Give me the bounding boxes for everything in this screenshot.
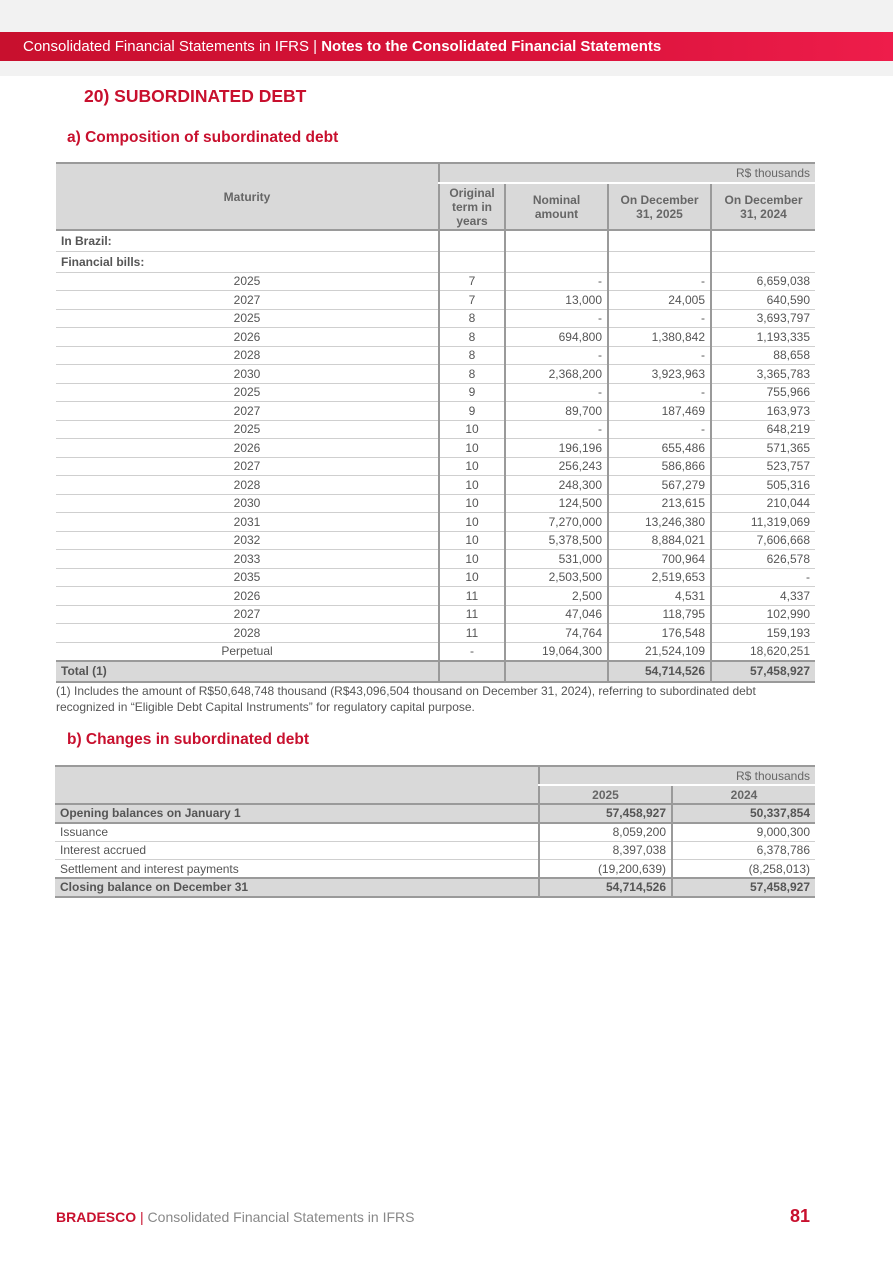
footer-text: Consolidated Financial Statements in IFRS	[147, 1209, 415, 1225]
table-row	[56, 346, 815, 365]
note-title: 20) SUBORDINATED DEBT	[84, 86, 307, 106]
group-in-brazil-label: In Brazil:	[56, 230, 439, 251]
cell-term: 10	[439, 494, 505, 513]
cell-dec2024: 210,044	[711, 494, 815, 513]
cell-dec2025: 13,246,380	[608, 513, 711, 532]
header-banner	[0, 32, 893, 61]
cell-dec2025: 118,795	[608, 605, 711, 624]
cell-term: 10	[439, 420, 505, 439]
group-in-brazil	[56, 230, 815, 251]
cell-term: 10	[439, 531, 505, 550]
cell-nominal: 694,800	[505, 328, 608, 347]
table-row	[56, 531, 815, 550]
table-row	[56, 605, 815, 624]
changes-2025: 54,714,526	[539, 878, 672, 897]
cell-nominal: -	[505, 420, 608, 439]
changes-row	[55, 878, 815, 897]
cell-term: -	[439, 642, 505, 661]
table-row	[56, 642, 815, 661]
table-row	[56, 568, 815, 587]
col-maturity-header: Maturity	[56, 163, 439, 230]
cell-dec2024: 7,606,668	[711, 531, 815, 550]
changes-2024: (8,258,013)	[672, 860, 815, 879]
cell-dec2025: 586,866	[608, 457, 711, 476]
cell-nominal: 2,500	[505, 587, 608, 606]
table-row	[56, 420, 815, 439]
cell-dec2025: 24,005	[608, 291, 711, 310]
cell-dec2024: 159,193	[711, 624, 815, 643]
cell-maturity: 2030	[56, 494, 439, 513]
cell-nominal: 2,368,200	[505, 365, 608, 384]
cell-nominal: 124,500	[505, 494, 608, 513]
page-number: 81	[790, 1206, 811, 1226]
table-row	[56, 383, 815, 402]
subordinated-debt-table	[56, 162, 815, 683]
cell-dec2024: 6,659,038	[711, 272, 815, 291]
unit-label: R$ thousands	[439, 163, 815, 183]
cell-dec2025: 700,964	[608, 550, 711, 569]
empty-cell	[439, 661, 505, 682]
cell-term: 8	[439, 328, 505, 347]
total-label: Total (1)	[56, 661, 439, 682]
cell-dec2025: 213,615	[608, 494, 711, 513]
cell-nominal: 196,196	[505, 439, 608, 458]
cell-dec2024: 3,693,797	[711, 309, 815, 328]
cell-term: 11	[439, 605, 505, 624]
cell-dec2024: 88,658	[711, 346, 815, 365]
cell-dec2024: 102,990	[711, 605, 815, 624]
cell-dec2024: 1,193,335	[711, 328, 815, 347]
cell-maturity: 2025	[56, 272, 439, 291]
changes-2025: 57,458,927	[539, 804, 672, 823]
cell-maturity: 2033	[56, 550, 439, 569]
cell-maturity: 2028	[56, 346, 439, 365]
cell-term: 10	[439, 476, 505, 495]
cell-maturity: 2025	[56, 309, 439, 328]
changes-label: Closing balance on December 31	[55, 878, 539, 897]
footer	[56, 1209, 414, 1225]
cell-maturity: 2025	[56, 383, 439, 402]
cell-dec2025: -	[608, 346, 711, 365]
total-dec2025: 54,714,526	[608, 661, 711, 682]
changes-row	[55, 841, 815, 860]
empty-cell	[711, 230, 815, 251]
cell-term: 9	[439, 402, 505, 421]
table-row	[56, 402, 815, 421]
cell-maturity: 2030	[56, 365, 439, 384]
empty-cell	[711, 251, 815, 272]
cell-dec2025: 187,469	[608, 402, 711, 421]
changes-table	[55, 765, 815, 898]
cell-nominal: 5,378,500	[505, 531, 608, 550]
empty-cell	[608, 251, 711, 272]
cell-nominal: -	[505, 346, 608, 365]
cell-term: 10	[439, 550, 505, 569]
changes-2024: 9,000,300	[672, 823, 815, 842]
cell-maturity: 2031	[56, 513, 439, 532]
table-row	[56, 328, 815, 347]
col-dec2025-header: On December 31, 2025	[608, 183, 711, 230]
cell-dec2025: 2,519,653	[608, 568, 711, 587]
cell-term: 7	[439, 272, 505, 291]
table-row	[56, 272, 815, 291]
cell-maturity: 2027	[56, 605, 439, 624]
cell-dec2024: 3,365,783	[711, 365, 815, 384]
changes-row	[55, 823, 815, 842]
changes-2025: (19,200,639)	[539, 860, 672, 879]
cell-nominal: 248,300	[505, 476, 608, 495]
cell-maturity: Perpetual	[56, 642, 439, 661]
cell-term: 9	[439, 383, 505, 402]
cell-term: 8	[439, 346, 505, 365]
cell-dec2025: 4,531	[608, 587, 711, 606]
changes-2024: 57,458,927	[672, 878, 815, 897]
cell-maturity: 2027	[56, 291, 439, 310]
cell-maturity: 2025	[56, 420, 439, 439]
changes-2025: 8,059,200	[539, 823, 672, 842]
col-term-header: Original term in years	[439, 183, 505, 230]
cell-maturity: 2028	[56, 624, 439, 643]
cell-term: 11	[439, 624, 505, 643]
table-row	[56, 439, 815, 458]
cell-nominal: 47,046	[505, 605, 608, 624]
cell-dec2024: 4,337	[711, 587, 815, 606]
table-row	[56, 550, 815, 569]
changes-label: Opening balances on January 1	[55, 804, 539, 823]
cell-dec2025: -	[608, 309, 711, 328]
total-dec2024: 57,458,927	[711, 661, 815, 682]
cell-dec2025: 21,524,109	[608, 642, 711, 661]
cell-term: 10	[439, 439, 505, 458]
changes-2024: 50,337,854	[672, 804, 815, 823]
section-b-title: b) Changes in subordinated debt	[67, 731, 309, 748]
cell-nominal: 2,503,500	[505, 568, 608, 587]
cell-dec2024: 11,319,069	[711, 513, 815, 532]
cell-term: 10	[439, 513, 505, 532]
cell-nominal: 74,764	[505, 624, 608, 643]
cell-maturity: 2026	[56, 439, 439, 458]
changes-row	[55, 860, 815, 879]
footer-brand: BRADESCO	[56, 1209, 137, 1225]
footnote: (1) Includes the amount of R$50,648,748 thousand (R$43,096,504 thousand on December 31, 2024), referring to subordinated debt recognized in “Eligible Debt Capital Instruments” for regulatory capital purpose.	[56, 684, 756, 714]
cell-dec2024: 571,365	[711, 439, 815, 458]
group-financial-bills-label: Financial bills:	[56, 251, 439, 272]
col-nominal-header: Nominal amount	[505, 183, 608, 230]
cell-dec2025: 3,923,963	[608, 365, 711, 384]
cell-dec2024: 505,316	[711, 476, 815, 495]
empty-cell	[439, 251, 505, 272]
cell-maturity: 2027	[56, 402, 439, 421]
cell-maturity: 2026	[56, 328, 439, 347]
cell-nominal: 19,064,300	[505, 642, 608, 661]
cell-nominal: -	[505, 272, 608, 291]
empty-cell	[505, 230, 608, 251]
cell-maturity: 2028	[56, 476, 439, 495]
cell-dec2025: 176,548	[608, 624, 711, 643]
table-row	[56, 457, 815, 476]
cell-term: 10	[439, 568, 505, 587]
cell-nominal: 89,700	[505, 402, 608, 421]
cell-term: 8	[439, 365, 505, 384]
cell-term: 10	[439, 457, 505, 476]
cell-nominal: 256,243	[505, 457, 608, 476]
total-row	[56, 661, 815, 682]
cell-maturity: 2026	[56, 587, 439, 606]
cell-dec2025: -	[608, 420, 711, 439]
table-row	[56, 291, 815, 310]
cell-dec2024: 640,590	[711, 291, 815, 310]
cell-nominal: 13,000	[505, 291, 608, 310]
changes-row	[55, 804, 815, 823]
header-prefix: Consolidated Financial Statements in IFRS |	[23, 38, 322, 55]
empty-cell	[505, 661, 608, 682]
empty-cell	[439, 230, 505, 251]
cell-term: 11	[439, 587, 505, 606]
cell-dec2024: 626,578	[711, 550, 815, 569]
changes-2025: 8,397,038	[539, 841, 672, 860]
empty-cell	[608, 230, 711, 251]
cell-nominal: -	[505, 383, 608, 402]
table-row	[56, 624, 815, 643]
header-section: Notes to the Consolidated Financial Statements	[321, 38, 662, 55]
cell-nominal: -	[505, 309, 608, 328]
cell-dec2024: -	[711, 568, 815, 587]
year-2025-header: 2025	[539, 785, 672, 804]
empty-cell	[505, 251, 608, 272]
changes-label: Issuance	[55, 823, 539, 842]
changes-label: Settlement and interest payments	[55, 860, 539, 879]
cell-dec2025: -	[608, 272, 711, 291]
table-row	[56, 476, 815, 495]
cell-dec2024: 648,219	[711, 420, 815, 439]
cell-term: 8	[439, 309, 505, 328]
cell-dec2025: -	[608, 383, 711, 402]
cell-dec2024: 523,757	[711, 457, 815, 476]
cell-dec2025: 567,279	[608, 476, 711, 495]
table-row	[56, 365, 815, 384]
cell-dec2025: 1,380,842	[608, 328, 711, 347]
cell-dec2025: 8,884,021	[608, 531, 711, 550]
cell-term: 7	[439, 291, 505, 310]
changes-label: Interest accrued	[55, 841, 539, 860]
cell-dec2024: 163,973	[711, 402, 815, 421]
table-row	[56, 309, 815, 328]
table-row	[56, 513, 815, 532]
group-financial-bills	[56, 251, 815, 272]
changes-2024: 6,378,786	[672, 841, 815, 860]
cell-nominal: 7,270,000	[505, 513, 608, 532]
cell-maturity: 2027	[56, 457, 439, 476]
col-dec2024-header: On December 31, 2024	[711, 183, 815, 230]
table-row	[56, 494, 815, 513]
changes-label-header	[55, 766, 539, 804]
year-2024-header: 2024	[672, 785, 815, 804]
changes-unit-label: R$ thousands	[539, 766, 815, 785]
section-a-title: a) Composition of subordinated debt	[67, 129, 339, 146]
cell-maturity: 2032	[56, 531, 439, 550]
cell-dec2024: 18,620,251	[711, 642, 815, 661]
cell-nominal: 531,000	[505, 550, 608, 569]
cell-dec2024: 755,966	[711, 383, 815, 402]
table-row	[56, 587, 815, 606]
cell-maturity: 2035	[56, 568, 439, 587]
footer-separator: |	[136, 1209, 148, 1225]
cell-dec2025: 655,486	[608, 439, 711, 458]
